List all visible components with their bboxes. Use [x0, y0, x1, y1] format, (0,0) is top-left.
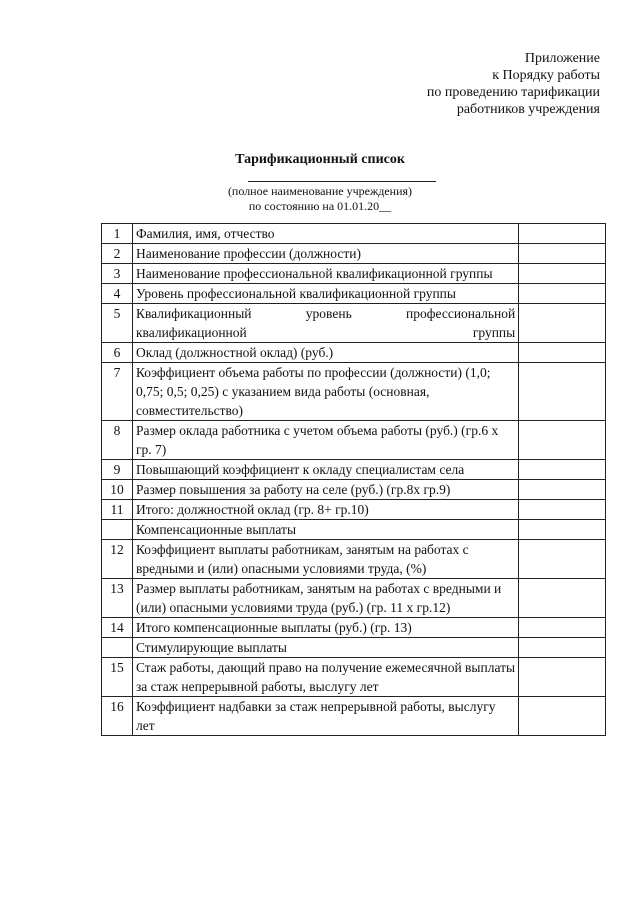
table-row — [102, 304, 606, 343]
value-cell — [519, 224, 606, 244]
row-number: 13 — [102, 579, 133, 618]
tariff-table — [101, 223, 606, 736]
row-label: Повышающий коэффициент к окладу специалистам села — [132, 460, 518, 480]
annex-header — [340, 50, 600, 118]
institution-name-blank — [248, 181, 436, 182]
table-row — [102, 343, 606, 363]
table-row — [102, 480, 606, 500]
row-label: Уровень профессиональной квалификационной группы — [132, 284, 518, 304]
value-cell — [519, 579, 606, 618]
value-cell — [519, 304, 606, 343]
table-row — [102, 284, 606, 304]
table-row — [102, 540, 606, 579]
section-heading: Стимулирующие выплаты — [132, 638, 518, 658]
value-cell — [519, 343, 606, 363]
row-label: Стаж работы, дающий право на получение ежемесячной выплаты за стаж непрерывной работы, выслугу лет — [132, 658, 518, 697]
institution-caption: (полное наименование учреждения) — [227, 184, 413, 198]
table-row — [102, 421, 606, 460]
table-row — [102, 638, 606, 658]
row-number: 11 — [102, 500, 133, 520]
table-row — [102, 697, 606, 736]
value-cell — [519, 480, 606, 500]
row-number: 4 — [102, 284, 133, 304]
table-row — [102, 658, 606, 697]
row-number: 12 — [102, 540, 133, 579]
row-label: Коэффициент надбавки за стаж непрерывной работы, выслугу лет — [132, 697, 518, 736]
row-number: 14 — [102, 618, 133, 638]
table-row — [102, 264, 606, 284]
annex-line: Приложение — [524, 51, 600, 66]
table-row — [102, 244, 606, 264]
row-label: Фамилия, имя, отчество — [132, 224, 518, 244]
value-cell — [519, 697, 606, 736]
table-row — [102, 579, 606, 618]
table-row — [102, 500, 606, 520]
row-label: Наименование профессиональной квалификационной группы — [132, 264, 518, 284]
row-label: Квалификационный уровень профессиональной квалификационной группы — [132, 304, 518, 343]
value-cell — [519, 618, 606, 638]
value-cell — [519, 284, 606, 304]
value-cell — [519, 421, 606, 460]
row-label: Размер выплаты работникам, занятым на работах с вредными и (или) опасными условиями труда (руб.) (гр. 11 х гр.12) — [132, 579, 518, 618]
row-number: 8 — [102, 421, 133, 460]
row-label: Итого компенсационные выплаты (руб.) (гр. 13) — [132, 618, 518, 638]
row-number: 16 — [102, 697, 133, 736]
row-label: Коэффициент выплаты работникам, занятым на работах с вредными и (или) опасными условиями труда, (%) — [132, 540, 518, 579]
value-cell — [519, 460, 606, 480]
row-number — [102, 520, 133, 540]
row-label: Размер оклада работника с учетом объема работы (руб.) (гр.6 х гр. 7) — [132, 421, 518, 460]
value-cell — [519, 500, 606, 520]
table-row — [102, 520, 606, 540]
annex-line: работников учреждения — [456, 102, 600, 117]
annex-line: по проведению тарификации — [426, 85, 600, 100]
value-cell — [519, 244, 606, 264]
row-label: Наименование профессии (должности) — [132, 244, 518, 264]
value-cell — [519, 264, 606, 284]
table-row — [102, 618, 606, 638]
row-number — [102, 638, 133, 658]
table-row — [102, 460, 606, 480]
value-cell — [519, 520, 606, 540]
row-number: 1 — [102, 224, 133, 244]
row-number: 5 — [102, 304, 133, 343]
row-number: 10 — [102, 480, 133, 500]
section-heading: Компенсационные выплаты — [132, 520, 518, 540]
value-cell — [519, 540, 606, 579]
row-number: 3 — [102, 264, 133, 284]
as-of-date: по состоянию на 01.01.20__ — [248, 199, 392, 213]
value-cell — [519, 638, 606, 658]
value-cell — [519, 363, 606, 421]
row-number: 15 — [102, 658, 133, 697]
value-cell — [519, 658, 606, 697]
row-label: Коэффициент объема работы по профессии (должности) (1,0; 0,75; 0,5; 0,25) с указанием вида работы (основная, совместительство) — [132, 363, 518, 421]
row-number: 7 — [102, 363, 133, 421]
row-number: 2 — [102, 244, 133, 264]
row-label: Оклад (должностной оклад) (руб.) — [132, 343, 518, 363]
annex-line: к Порядку работы — [492, 68, 600, 83]
row-label: Итого: должностной оклад (гр. 8+ гр.10) — [132, 500, 518, 520]
row-number: 9 — [102, 460, 133, 480]
row-number: 6 — [102, 343, 133, 363]
table-row — [102, 224, 606, 244]
row-label: Размер повышения за работу на селе (руб.) (гр.8х гр.9) — [132, 480, 518, 500]
document-title: Тарификационный список — [235, 152, 405, 167]
table-row — [102, 363, 606, 421]
